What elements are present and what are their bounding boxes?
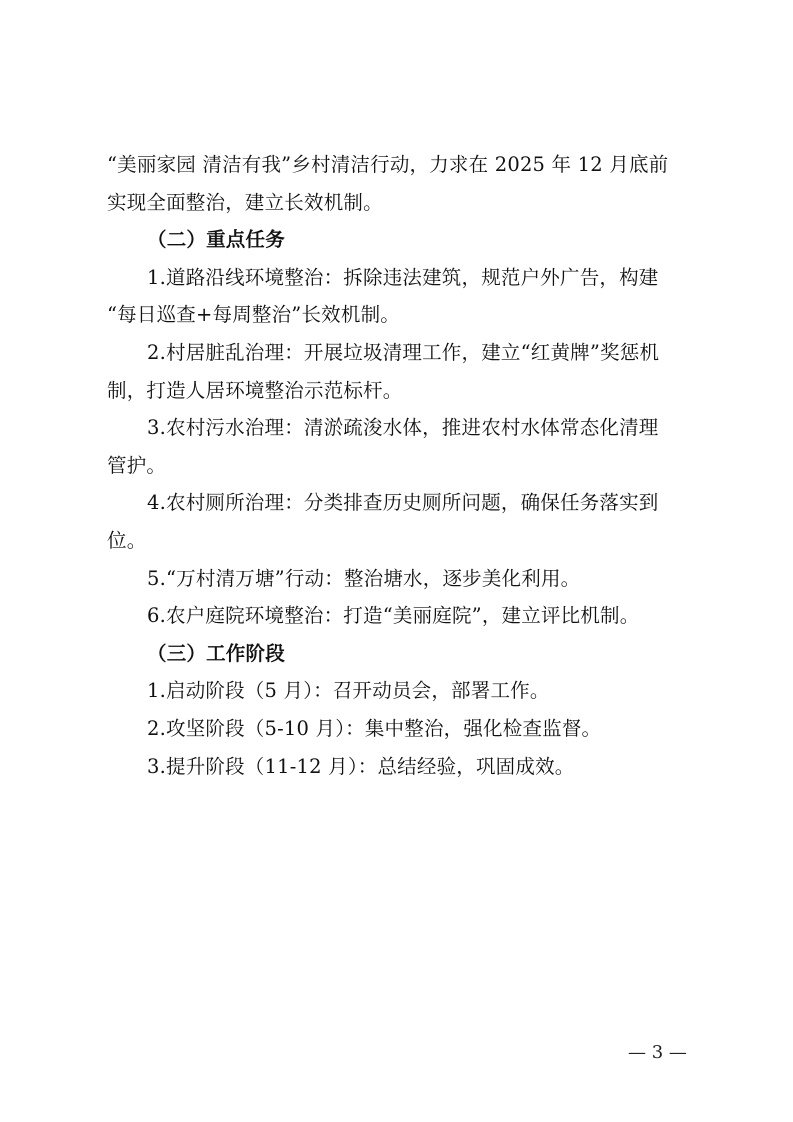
task-item-6: 6.农户庭院环境整治：打造“美丽庭院”，建立评比机制。 (147, 604, 640, 628)
paragraph-continuation-line: “美丽家园 清洁有我”乡村清洁行动，力求在 2025 年 12 月底前 (107, 153, 669, 176)
stage-item-1: 1.启动阶段（5 月）：召开动员会，部署工作。 (147, 679, 550, 703)
stage-item-3: 3.提升阶段（11-12 月）：总结经验，巩固成效。 (147, 754, 575, 778)
section-heading-work-stages: （三）工作阶段 (147, 641, 285, 665)
task-item-1-continuation: “每日巡查+每周整治”长效机制。 (107, 303, 400, 327)
task-item-3-continuation: 管护。 (107, 453, 167, 477)
task-item-5: 5.“万村清万塘”行动：整治塘水，逐步美化利用。 (147, 566, 581, 590)
paragraph-continuation-line: 实现全面整治，建立长效机制。 (107, 190, 383, 214)
task-item-3: 3.农村污水治理：清淤疏浚水体，推进农村水体常态化清理 (147, 416, 659, 440)
document-body (107, 146, 695, 785)
task-item-2-continuation: 制，打造人居环境整治示范标杆。 (107, 378, 403, 402)
page-number: — 3 — (628, 1042, 687, 1063)
task-item-1: 1.道路沿线环境整治：拆除违法建筑，规范户外广告，构建 (147, 265, 659, 289)
section-heading-key-tasks: （二）重点任务 (147, 228, 285, 252)
stage-item-2: 2.攻坚阶段（5-10 月）：集中整治，强化检查监督。 (147, 716, 602, 740)
task-item-4: 4.农村厕所治理：分类排查历史厕所问题，确保任务落实到 (147, 491, 659, 515)
task-item-4-continuation: 位。 (107, 528, 147, 552)
task-item-2: 2.村居脏乱治理：开展垃圾清理工作，建立“红黄牌”奖惩机 (147, 340, 660, 364)
